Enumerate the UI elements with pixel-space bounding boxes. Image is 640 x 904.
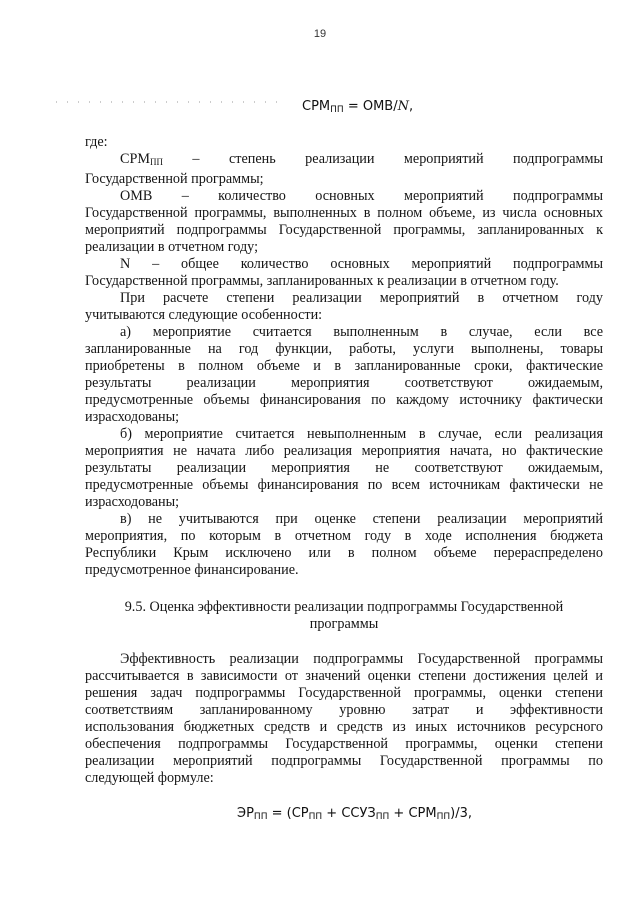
text-line	[85, 239, 603, 256]
text-line	[85, 685, 603, 702]
text-run: а) мероприятие считается выполненным в случае, если все	[120, 324, 603, 340]
text-line	[85, 528, 603, 545]
formula-rhs: = ОМВ/	[347, 99, 398, 114]
text-run: мероприятия, по которым в отчетном году в ходе исполнения бюджета	[85, 528, 603, 544]
text-line	[85, 668, 603, 685]
formula-lhs: СРМ	[302, 99, 331, 114]
text-run: израсходованы;	[85, 409, 180, 425]
text-line	[85, 545, 603, 562]
text-run: следующей формуле:	[85, 770, 214, 786]
text-run: запланированные на год функции, работы, услуги выполнены, товары	[85, 341, 603, 357]
formula-n: N	[397, 99, 409, 114]
text-run: – степень реализации мероприятий подпрограммы	[162, 151, 603, 167]
definitions-block	[85, 134, 603, 579]
text-line	[85, 341, 603, 358]
formula-srm	[302, 98, 413, 119]
formula2-term-b: + ССУЗ	[322, 806, 376, 821]
text-line	[85, 770, 603, 787]
text-run: использования бюджетных средств и средств из иных источников ресурсного	[85, 719, 603, 735]
section-heading-line-1: 9.5. Оценка эффективности реализации подпрограммы Государственной	[124, 599, 564, 615]
text-run: предусмотренное финансирование.	[85, 562, 299, 578]
text-line	[85, 171, 603, 188]
formula-lhs-sub: ПП	[330, 105, 344, 115]
text-line	[85, 151, 603, 171]
text-line	[85, 443, 603, 460]
text-line	[85, 290, 603, 307]
text-line	[85, 188, 603, 205]
text-run: Эффективность реализации подпрограммы Государственной программы	[120, 651, 603, 667]
formula-end: ,	[408, 99, 414, 114]
text-line	[85, 511, 603, 528]
section-heading	[85, 599, 603, 633]
text-line	[85, 256, 603, 273]
text-line	[85, 273, 603, 290]
text-line	[85, 392, 603, 409]
text-run: реализации в отчетном году;	[85, 239, 259, 255]
section-heading-line-2: программы	[309, 616, 379, 632]
formula2-term-b-sub: ПП	[375, 812, 390, 822]
text-run: предусмотренные объемы финансирования по каждому источнику фактически	[85, 392, 603, 408]
formula2-term-c-sub: ПП	[436, 812, 451, 822]
text-line	[85, 753, 603, 770]
text-run: Государственной программы, выполненных в полном объеме, из числа основных	[85, 205, 603, 221]
text-run: предусмотренные объемы финансирования по всем источникам фактически не	[85, 477, 603, 493]
text-run: реализации мероприятий подпрограммы Государственной программы по	[85, 753, 603, 769]
text-line	[85, 702, 603, 719]
text-run: учитываются следующие особенности:	[85, 307, 323, 323]
text-run: Республики Крым исключено или в полном объеме перераспределено	[85, 545, 603, 561]
text-run: При расчете степени реализации мероприятий в отчетном году	[120, 290, 603, 306]
formula2-end: )/3,	[450, 806, 472, 821]
formula2-term-a-sub: ПП	[308, 812, 323, 822]
text-run: Государственной программы, запланированных к реализации в отчетном году.	[85, 273, 559, 289]
text-run: где:	[85, 134, 108, 150]
text-run: ОМВ – количество основных мероприятий подпрограммы	[120, 188, 603, 204]
page-number: 19	[313, 28, 327, 40]
text-run: СРМ	[120, 151, 150, 167]
text-run: результаты реализации мероприятия соответствуют ожидаемым,	[85, 375, 603, 391]
text-run: рассчитывается в зависимости от значений оценки степени достижения целей и	[85, 668, 603, 684]
text-run: мероприятия не начата либо реализация мероприятия начата, но фактические	[85, 443, 603, 459]
text-run: в) не учитываются при оценке степени реализации мероприятий	[120, 511, 603, 527]
text-line	[85, 719, 603, 736]
text-line	[85, 477, 603, 494]
formula2-term-a: = (СР	[271, 806, 309, 821]
efficiency-paragraph	[85, 651, 603, 787]
text-line	[85, 460, 603, 477]
text-line	[85, 494, 603, 511]
text-run: соответствиям запланированному уровню затрат и эффективности	[85, 702, 603, 718]
scan-artifact	[56, 101, 286, 103]
text-line	[85, 324, 603, 341]
formula2-term-c: + СРМ	[389, 806, 437, 821]
text-run: приобретены в полном объеме и в запланированные сроки, фактические	[85, 358, 603, 374]
text-run: мероприятий подпрограммы Государственной программы, запланированных к	[85, 222, 603, 238]
formula2-lhs-sub: ПП	[253, 812, 268, 822]
text-run: решения задач подпрограммы Государственной программы, оценки степени	[85, 685, 603, 701]
text-run: израсходованы;	[85, 494, 180, 510]
text-line	[85, 134, 603, 151]
text-run: N – общее количество основных мероприятий подпрограммы	[120, 256, 603, 272]
formula-er	[237, 805, 472, 826]
text-line	[85, 562, 603, 579]
text-line	[85, 205, 603, 222]
text-line	[85, 651, 603, 668]
text-run: Государственной программы;	[85, 171, 264, 187]
text-line	[85, 307, 603, 324]
text-line	[85, 358, 603, 375]
text-run: результаты реализации мероприятия не соответствуют ожидаемым,	[85, 460, 603, 476]
text-line	[85, 375, 603, 392]
text-line	[85, 222, 603, 239]
text-run: б) мероприятие считается невыполненным в случае, если реализация	[120, 426, 603, 442]
text-line	[85, 409, 603, 426]
formula2-lhs: ЭР	[237, 806, 254, 821]
text-run: обеспечения подпрограммы Государственной программы, оценки степени	[85, 736, 603, 752]
text-line	[85, 426, 603, 443]
text-subscript: ПП	[149, 157, 163, 167]
text-line	[85, 736, 603, 753]
